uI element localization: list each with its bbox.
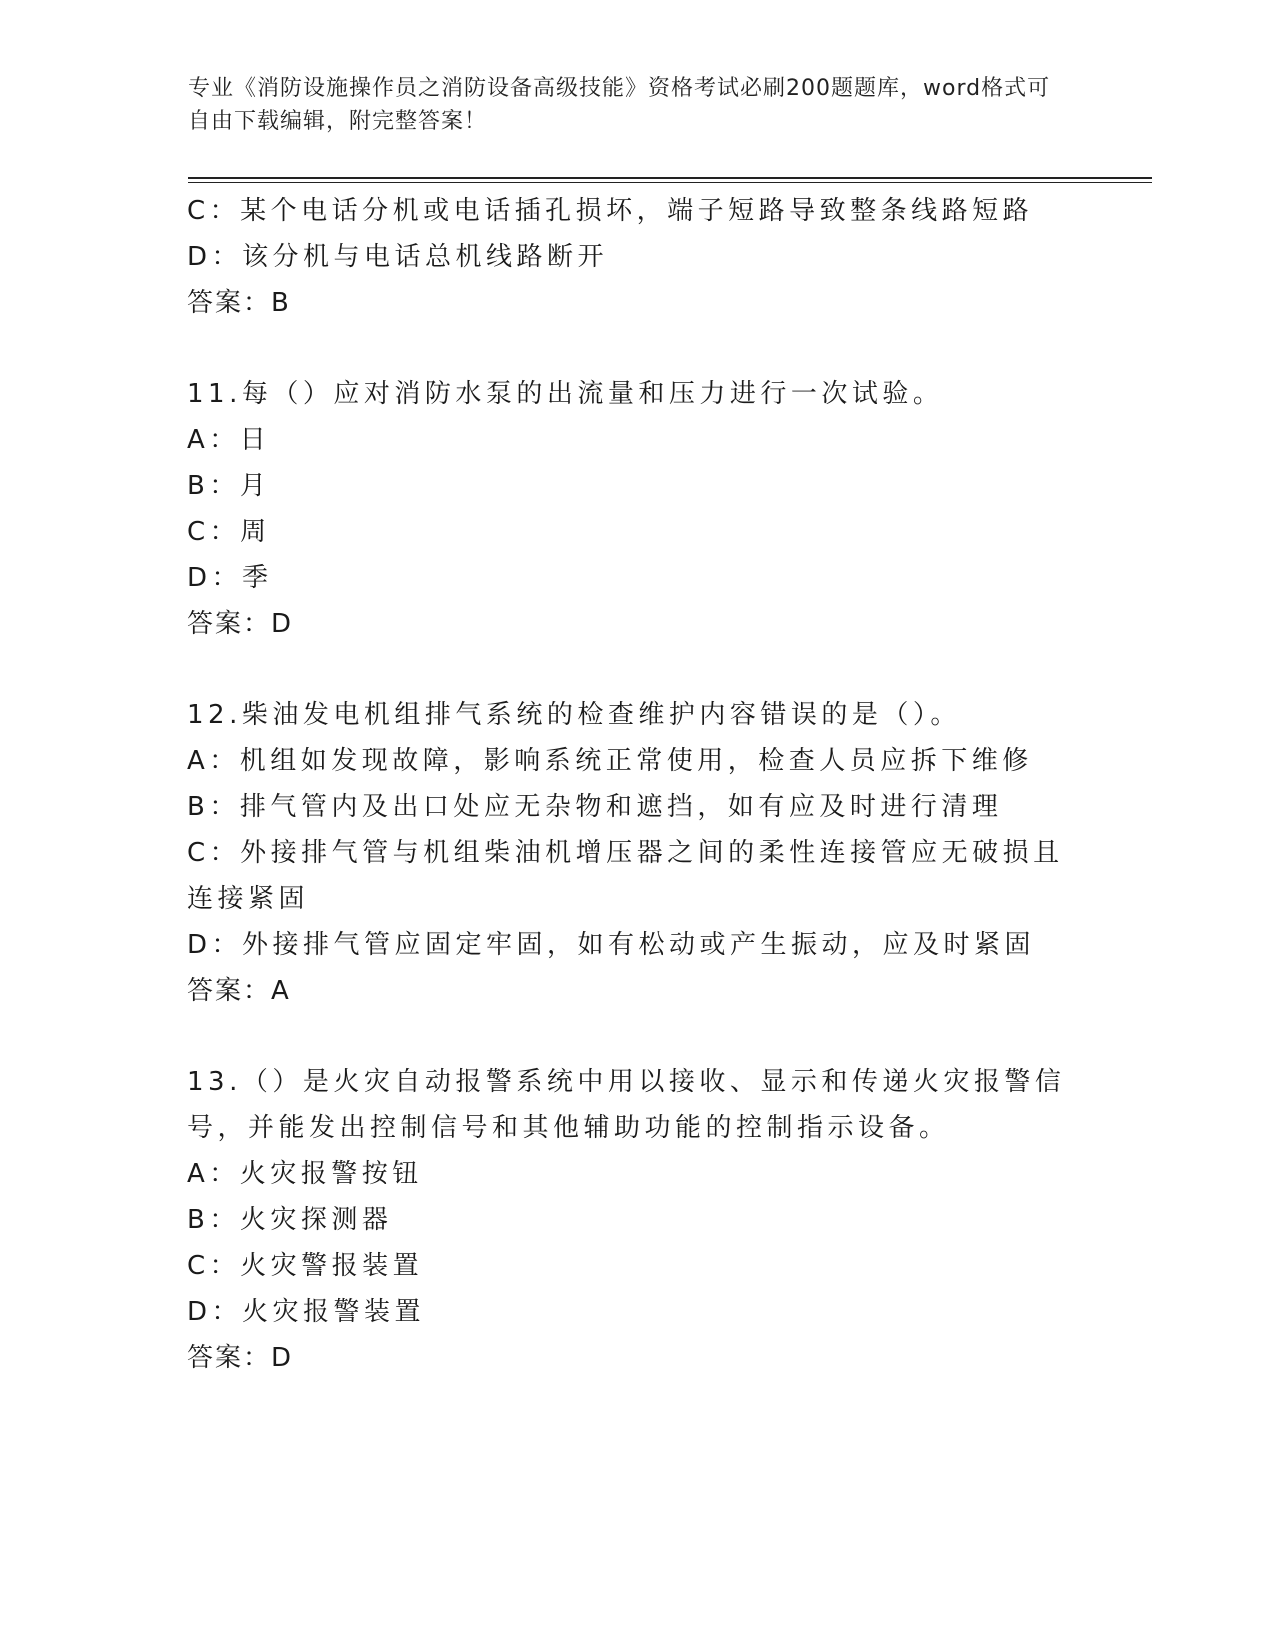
answer-line: 答案：B — [187, 288, 291, 318]
document-header: 专业《消防设施操作员之消防设备高级技能》资格考试必刷200题题库，word格式可自由下载编辑，附完整答案！ — [188, 76, 1051, 134]
option-b: B：排气管内及出口处应无杂物和遮挡，如有应及时进行清理 — [187, 792, 1003, 822]
question-13 — [187, 1059, 1087, 1381]
option-d: D：火灾报警装置 — [187, 1297, 426, 1327]
answer-line: 答案：D — [187, 1343, 294, 1373]
question-11 — [187, 371, 1087, 647]
option-c: C：某个电话分机或电话插孔损坏，端子短路导致整条线路短路 — [187, 196, 1034, 226]
option-a: A：火灾报警按钮 — [187, 1159, 423, 1189]
option-a: A：日 — [187, 425, 271, 455]
option-d: D：该分机与电话总机线路断开 — [187, 242, 609, 272]
option-b: B：月 — [187, 471, 271, 501]
option-d: D：外接排气管应固定牢固，如有松动或产生振动，应及时紧固 — [187, 930, 1036, 960]
header-rule-thin — [188, 182, 1152, 183]
question-stem: 13.（）是火灾自动报警系统中用以接收、显示和传递火灾报警信号，并能发出控制信号和其他辅助功能的控制指示设备。 — [187, 1067, 1066, 1143]
answer-line: 答案：D — [187, 609, 294, 639]
header-rule-thick — [188, 177, 1152, 179]
option-c: C：火灾警报装置 — [187, 1251, 424, 1281]
question-10-continuation — [187, 188, 1087, 326]
question-stem: 11.每（）应对消防水泵的出流量和压力进行一次试验。 — [187, 379, 944, 409]
option-c: C：周 — [187, 517, 271, 547]
option-c: C：外接排气管与机组柴油机增压器之间的柔性连接管应无破损且连接紧固 — [187, 838, 1064, 914]
answer-line: 答案：A — [187, 976, 291, 1006]
spacer — [187, 326, 1087, 371]
option-d: D：季 — [187, 563, 273, 593]
spacer — [187, 1014, 1087, 1059]
question-stem: 12.柴油发电机组排气系统的检查维护内容错误的是（）。 — [187, 700, 961, 730]
option-b: B：火灾探测器 — [187, 1205, 393, 1235]
document-content — [187, 188, 1087, 1381]
spacer — [187, 647, 1087, 692]
question-12 — [187, 692, 1087, 1014]
option-a: A：机组如发现故障，影响系统正常使用，检查人员应拆下维修 — [187, 746, 1033, 776]
